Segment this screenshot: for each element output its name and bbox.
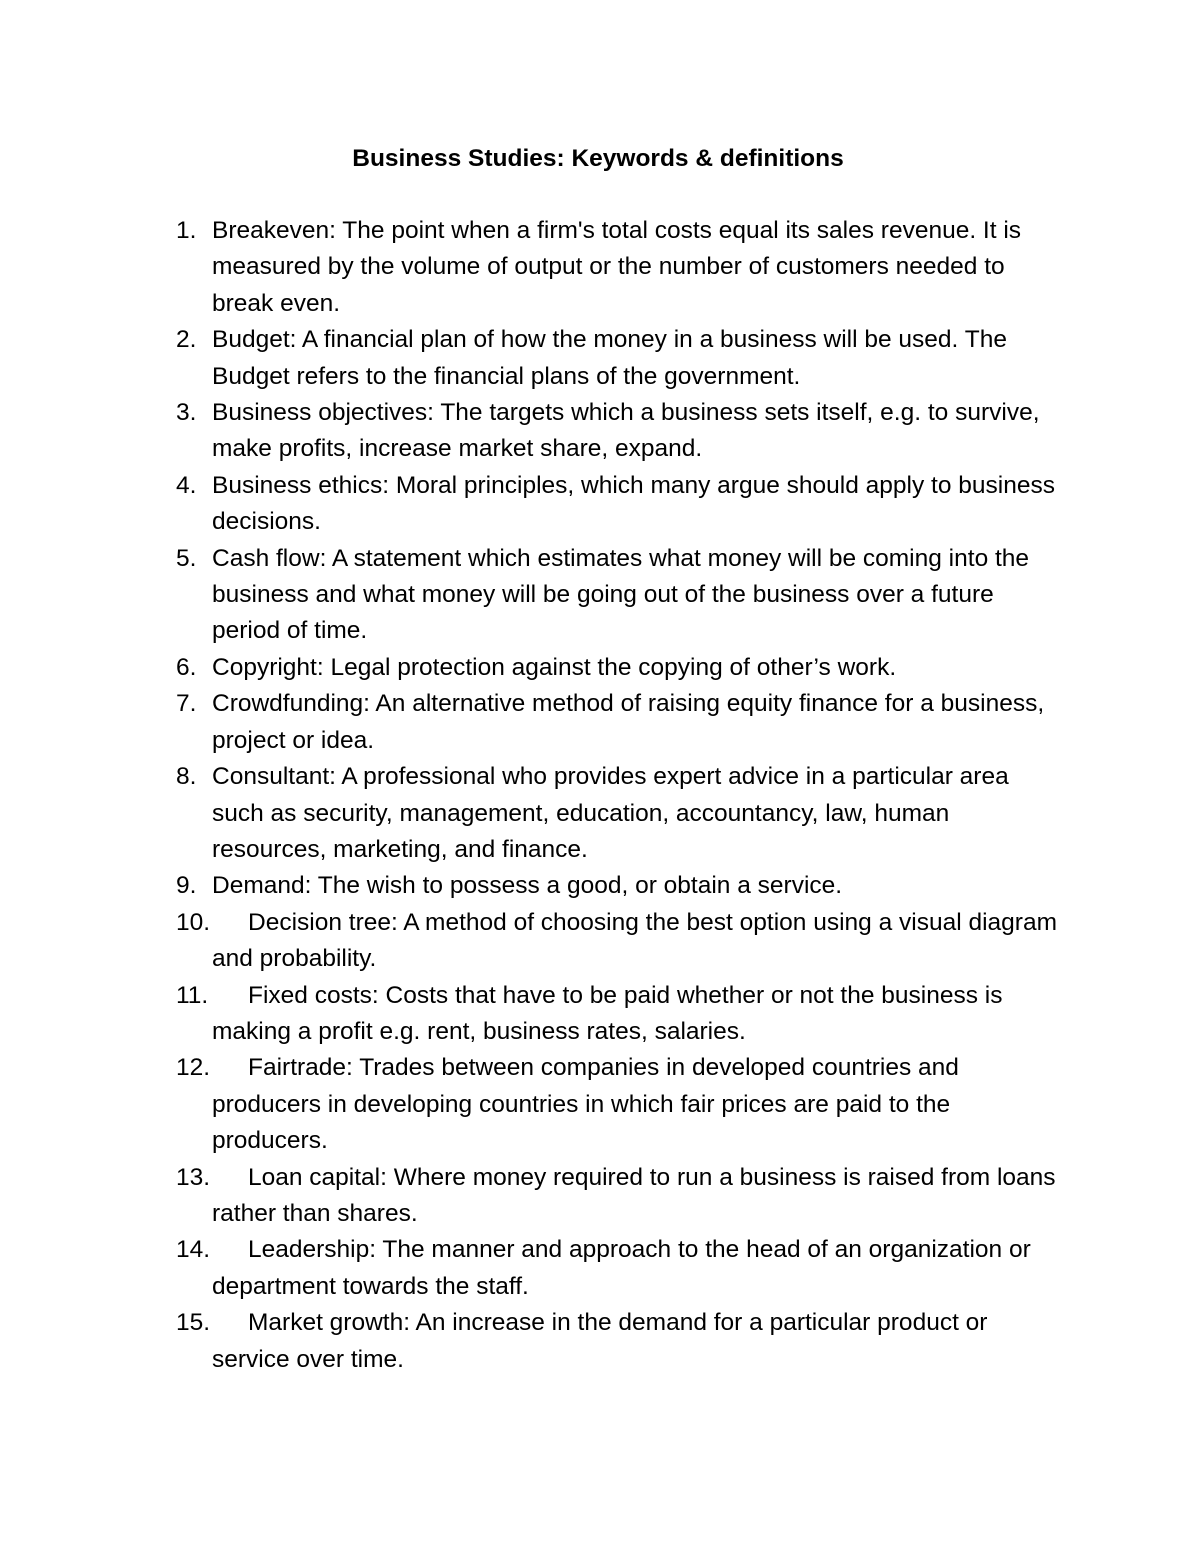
list-item (0, 541, 1062, 650)
item-text: Market growth: An increase in the demand for a particular product or service over time. (212, 1309, 988, 1373)
definitions-list (0, 213, 1200, 1378)
item-number: 2. (176, 326, 197, 354)
list-item (0, 686, 1062, 759)
item-text: Leadership: The manner and approach to the head of an organization or department towards the staff. (212, 1236, 1031, 1300)
item-text: Loan capital: Where money required to run a business is raised from loans rather than shares. (212, 1163, 1056, 1227)
item-number: 14. (176, 1236, 211, 1264)
item-number: 4. (176, 471, 197, 499)
item-number: 5. (176, 544, 197, 572)
document-title: Business Studies: Keywords & definitions (352, 145, 844, 172)
list-item (0, 1050, 1062, 1159)
item-text: Decision tree: A method of choosing the best option using a visual diagram and probability. (212, 908, 1057, 973)
list-item (0, 1305, 1062, 1378)
list-item (0, 650, 1062, 686)
item-number: 1. (176, 217, 197, 244)
item-text: Consultant: A professional who provides expert advice in a particular area such as security, management, education, accountancy, law, human resources, marketing, and finance. (212, 763, 1009, 863)
item-text: Cash flow: A statement which estimates what money will be coming into the business and what money will be going out of the business over a future period of time. (212, 544, 1030, 645)
list-item (0, 322, 1062, 395)
item-text: Fixed costs: Costs that have to be paid whether or not the business is making a profit e.g. rent, business rates, salaries. (212, 981, 1003, 1045)
list-item (0, 868, 1062, 904)
item-number: 11. (176, 981, 209, 1009)
item-text: Demand: The wish to possess a good, or obtain a service. (212, 872, 843, 900)
list-item (0, 1232, 1062, 1305)
item-text: Crowdfunding: An alternative method of raising equity finance for a business, project or idea. (212, 690, 1045, 754)
item-text: Fairtrade: Trades between companies in developed countries and producers in developing countries in which fair prices are paid to the producers. (212, 1054, 959, 1155)
list-item (0, 759, 1062, 868)
item-text: Business ethics: Moral principles, which many argue should apply to business decisions. (212, 471, 1055, 536)
item-number: 8. (176, 763, 197, 791)
item-text: Breakeven: The point when a firm's total costs equal its sales revenue. It is measured by the volume of output or the number of customers needed to break even. (212, 217, 1022, 317)
item-text: Budget: A financial plan of how the money in a business will be used. The Budget refers to the financial plans of the government. (212, 326, 1007, 390)
list-item (0, 978, 1062, 1051)
item-number: 13. (176, 1163, 211, 1191)
item-number: 15. (176, 1309, 211, 1337)
item-number: 10. (176, 908, 211, 936)
item-number: 3. (176, 399, 197, 427)
list-item (0, 1160, 1062, 1233)
item-text: Business objectives: The targets which a business sets itself, e.g. to survive, make profits, increase market share, expand. (212, 399, 1040, 463)
item-number: 9. (176, 872, 197, 900)
item-number: 12. (176, 1054, 211, 1082)
item-text: Copyright: Legal protection against the copying of other’s work. (212, 653, 897, 681)
list-item (0, 395, 1062, 468)
list-item (0, 468, 1062, 541)
list-item (0, 905, 1062, 978)
item-number: 6. (176, 653, 197, 681)
item-number: 7. (176, 690, 197, 718)
list-item (0, 213, 1062, 322)
